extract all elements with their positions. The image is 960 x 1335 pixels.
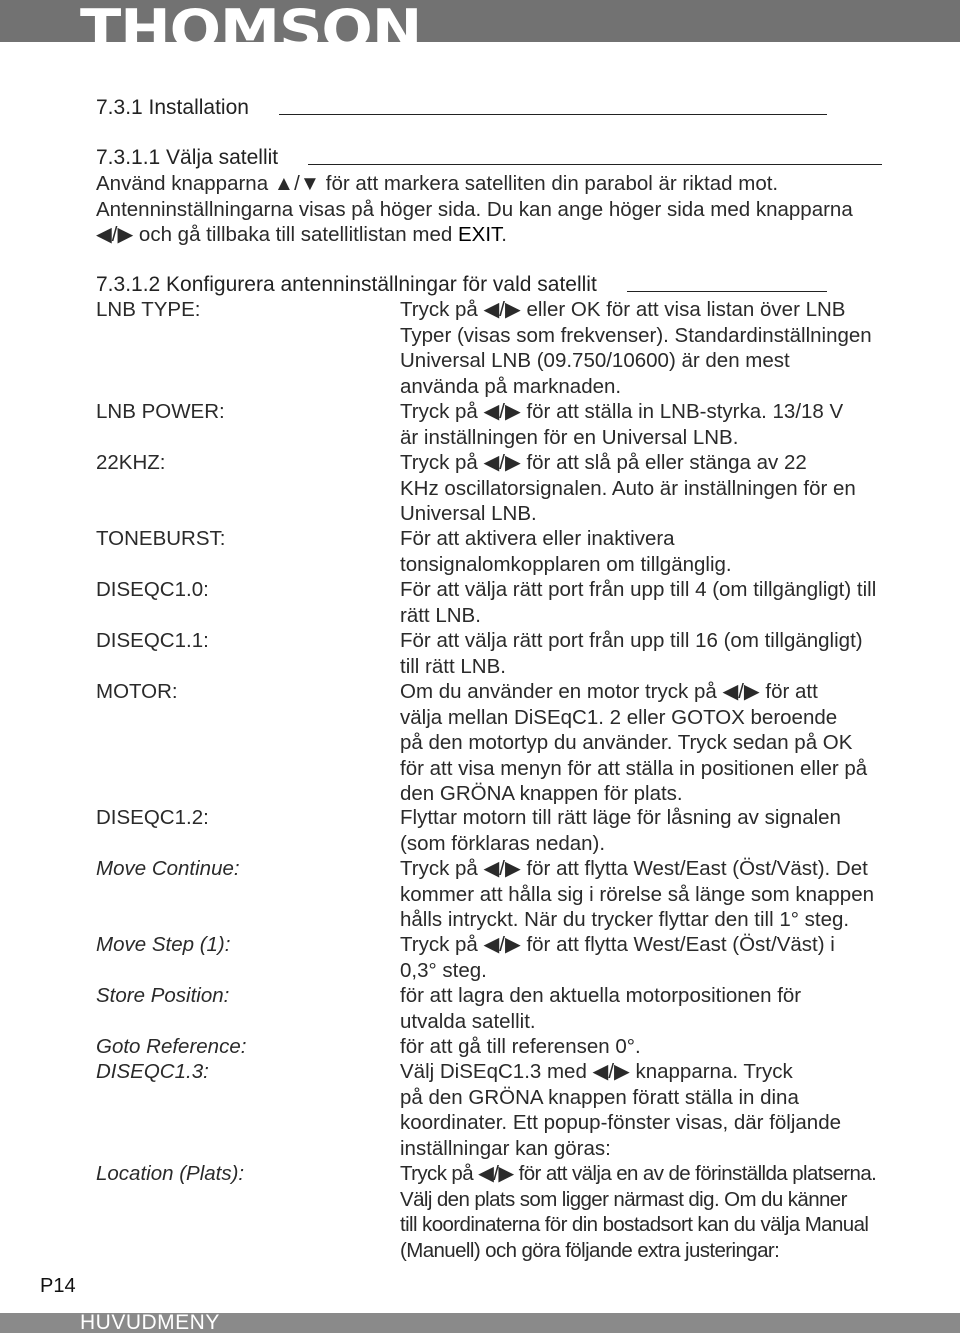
setting-term: Location (Plats):: [96, 1162, 245, 1185]
description-line: Universal LNB.: [400, 502, 537, 526]
description-line: Tryck på ◀/▶ för att flytta West/East (Öst/Väst) i: [400, 933, 835, 956]
intro-line: Använd knapparna ▲/▼ för att markera satelliten din parabol är riktad mot.: [96, 172, 779, 195]
description-line: för att gå till referensen 0°.: [400, 1035, 641, 1058]
setting-term: DISEQC1.0:: [96, 578, 209, 601]
description-line: rätt LNB.: [400, 603, 481, 627]
description-line: För att välja rätt port från upp till 4 (om tillgängligt) till: [400, 578, 877, 601]
section-configure-title: 7.3.1.2 Konfigurera antenninställningar för vald satellit: [96, 273, 597, 296]
setting-term: MOTOR:: [96, 680, 178, 703]
description-line: tonsignalomkopplaren om tillgänglig.: [400, 552, 732, 576]
intro-paragraph: [96, 171, 896, 248]
description-line: inställningar kan göras:: [400, 1136, 611, 1160]
description-line: på den GRÖNA knappen föratt ställa in dina: [400, 1085, 799, 1109]
description-line: till rätt LNB.: [400, 654, 506, 678]
section-installation-title: 7.3.1 Installation: [96, 96, 249, 119]
description-line: hålls intryckt. När du trycker flyttar den till 1° steg.: [400, 908, 850, 932]
description-line: på den motortyp du använder. Tryck sedan på OK: [400, 731, 853, 755]
description-line: Tryck på ◀/▶ eller OK för att visa listan över LNB: [400, 298, 846, 321]
description-line: Typer (visas som frekvenser). Standardinställningen: [400, 323, 872, 347]
setting-term: Move Step (1):: [96, 933, 231, 956]
footer-section-label: HUVUDMENY: [80, 1311, 220, 1334]
description-line: för att lagra den aktuella motorpositionen för: [400, 984, 802, 1007]
description-line: Välj den plats som ligger närmast dig. Om du känner: [400, 1187, 847, 1211]
description-line: KHz oscillatorsignalen. Auto är inställningen för en: [400, 476, 856, 500]
description-line: (Manuell) och göra följande extra justeringar:: [400, 1238, 780, 1262]
setting-term: Move Continue:: [96, 857, 240, 880]
section-installation: [96, 96, 827, 120]
setting-description: [400, 399, 890, 450]
section-select-satellite-title: 7.3.1.1 Välja satellit: [96, 146, 279, 169]
setting-description: [400, 526, 890, 577]
description-line: Om du använder en motor tryck på ◀/▶ för att: [400, 680, 818, 703]
setting-term: Store Position:: [96, 984, 230, 1007]
description-line: Flyttar motorn till rätt läge för låsning av signalen: [400, 806, 841, 829]
section-rule: [627, 291, 827, 292]
setting-description: [400, 1161, 890, 1263]
description-line: Tryck på ◀/▶ för att flytta West/East (Öst/Väst). Det: [400, 857, 868, 880]
description-line: den GRÖNA knappen för plats.: [400, 782, 683, 806]
setting-description: [400, 297, 890, 399]
setting-term: DISEQC1.3:: [96, 1060, 209, 1083]
setting-description: [400, 805, 890, 856]
description-line: välja mellan DiSEqC1. 2 eller GOTOX beroende: [400, 705, 838, 729]
setting-description: [400, 577, 890, 628]
section-rule: [308, 164, 882, 165]
setting-description: [400, 1034, 890, 1060]
setting-description: [400, 450, 890, 527]
intro-line: ◀/▶ och gå tillbaka till satellitlistan med EXIT.: [96, 223, 507, 247]
setting-description: [400, 1059, 890, 1161]
intro-line: Antenninställningarna visas på höger sida. Du kan ange höger sida med knapparna: [96, 197, 853, 221]
brand-logo: THOMSON: [80, 0, 422, 61]
setting-term: DISEQC1.2:: [96, 806, 209, 829]
description-line: Tryck på ◀/▶ för att slå på eller stänga av 22: [400, 451, 807, 474]
section-rule: [279, 114, 827, 115]
description-line: Tryck på ◀/▶ för att välja en av de förinställda platserna.: [400, 1162, 877, 1185]
header-bar: [0, 0, 960, 61]
description-line: För att aktivera eller inaktivera: [400, 527, 675, 550]
section-select-satellite: [96, 146, 882, 170]
setting-description: [400, 856, 890, 933]
description-line: Tryck på ◀/▶ för att ställa in LNB-styrka. 13/18 V: [400, 400, 844, 423]
description-line: 0,3° steg.: [400, 958, 487, 982]
description-line: (som förklaras nedan).: [400, 831, 606, 855]
section-configure: [96, 273, 827, 297]
setting-term: TONEBURST:: [96, 527, 226, 550]
setting-term: LNB TYPE:: [96, 298, 201, 321]
setting-description: [400, 932, 890, 983]
description-line: för att visa menyn för att ställa in positionen eller på: [400, 756, 868, 780]
setting-term: Goto Reference:: [96, 1035, 247, 1058]
exit-key: EXIT: [457, 223, 502, 247]
description-line: Universal LNB (09.750/10600) är den mest: [400, 349, 790, 373]
description-line: använda på marknaden.: [400, 374, 622, 398]
setting-description: [400, 628, 890, 679]
page-number: P14: [40, 1275, 76, 1297]
setting-term: LNB POWER:: [96, 400, 225, 423]
setting-description: [400, 679, 890, 807]
description-line: Välj DiSEqC1.3 med ◀/▶ knapparna. Tryck: [400, 1060, 793, 1083]
description-line: koordinater. Ett popup-fönster visas, där följande: [400, 1111, 842, 1135]
description-line: kommer att hålla sig i rörelse så länge som knappen: [400, 882, 875, 906]
setting-description: [400, 983, 890, 1034]
description-line: är inställningen för en Universal LNB.: [400, 425, 739, 449]
description-line: till koordinaterna för din bostadsort kan du välja Manual: [400, 1213, 869, 1237]
setting-term: 22KHZ:: [96, 451, 166, 474]
setting-term: DISEQC1.1:: [96, 629, 209, 652]
description-line: För att välja rätt port från upp till 16 (om tillgängligt): [400, 629, 863, 652]
description-line: utvalda satellit.: [400, 1009, 536, 1033]
